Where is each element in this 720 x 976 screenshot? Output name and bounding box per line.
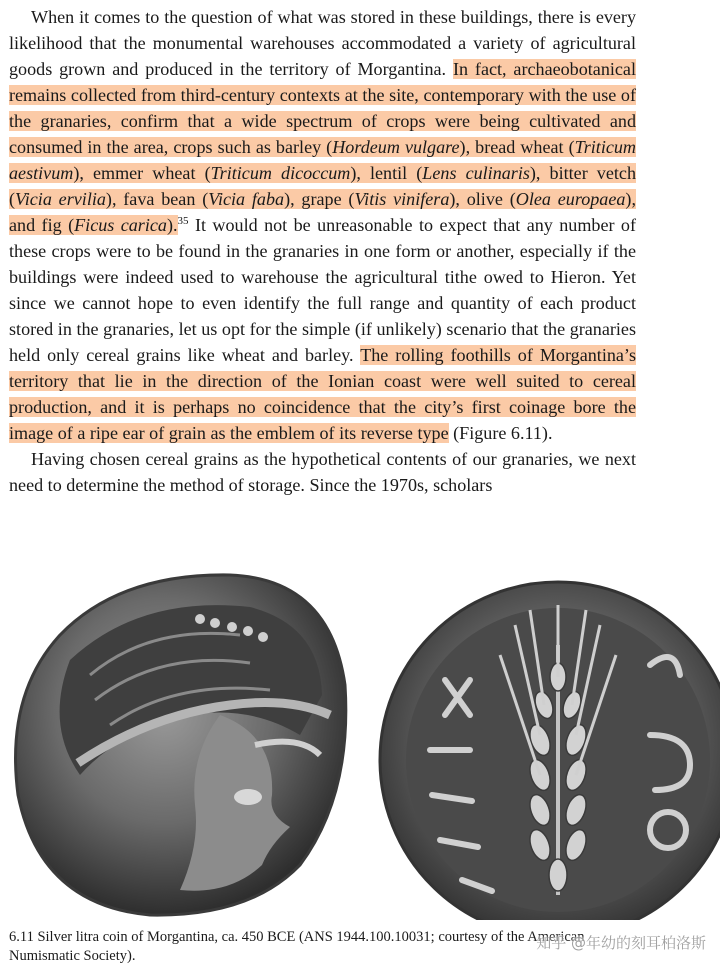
species-name: Ficus carica — [74, 215, 167, 235]
text-run: ), bread wheat ( — [459, 137, 575, 157]
text-run: ), fava bean ( — [105, 189, 209, 209]
figure-caption: 6.11 Silver litra coin of Morgantina, ca. 450 BCE (ANS 1944.100.10031; courtesy of the American Numismatic Society). — [9, 929, 585, 964]
footnote-marker[interactable]: 35 — [177, 214, 189, 227]
coin-reverse — [380, 582, 720, 920]
text-run: When it comes to the question of what was stored in these buildings, there is every likelihood that the monumental warehouses accommodated a variety of agricultural goods grown and produced in the territory of Morgantina. — [9, 7, 636, 79]
watermark: 知乎 @年幼的刻耳柏洛斯 — [536, 934, 706, 952]
text-run: ), bitter vetch ( — [9, 163, 636, 209]
text-run: It would not be unreasonable to expect that any number of these crops were to be found in the granaries in one form or another, especially if the buildings were indeed used to warehouse the agricultural tithe owed to Hieron. Yet since we cannot hope to even identify the full range and quantity of each product stored in the granaries, let us opt for the simple (if unlikely) scenario that the granaries held only cereal grains like wheat and barley. — [9, 215, 637, 365]
species-name: Hordeum vulgare — [332, 137, 460, 157]
coin-obverse — [16, 575, 346, 915]
highlight-passage-1[interactable] — [9, 59, 636, 235]
species-name: Triticum aestivum — [9, 137, 636, 183]
species-name: Vicia faba — [208, 189, 285, 209]
coin-figure — [0, 565, 720, 920]
text-run: In fact, archaeobotanical remains collected from third-century contexts at the site, contemporary with the use of the granaries, confirm that a wide spectrum of crops were being cultivated and consumed in the area, crops such as barley ( — [9, 59, 636, 157]
paragraph-1 — [9, 4, 636, 446]
text-run: ). — [166, 215, 178, 235]
species-name: Triticum dicoccum — [210, 163, 351, 183]
highlight-passage-2[interactable]: The rolling foothills of Morgantina’s territory that lie in the direction of the Ionian coast were well suited to cereal production, and it is perhaps no coincidence that the city’s first coinage bore the image of a ripe ear of grain as the emblem of its reverse type — [9, 345, 636, 443]
text-run: ), and fig ( — [9, 189, 636, 235]
text-run: ), emmer wheat ( — [73, 163, 211, 183]
text-run: ), lentil ( — [350, 163, 423, 183]
species-name: Vitis vinifera — [354, 189, 450, 209]
species-name: Vicia ervilia — [15, 189, 106, 209]
species-name: Olea europaea — [515, 189, 626, 209]
paragraph-2: Having chosen cereal grains as the hypothetical contents of our granaries, we next need to determine the method of storage. Since the 1970s, scholars — [9, 449, 636, 495]
body-text — [9, 4, 636, 498]
text-run: ), grape ( — [284, 189, 355, 209]
figure-reference: (Figure 6.11). — [448, 423, 553, 443]
species-name: Lens culinaris — [422, 163, 530, 183]
text-run: ), olive ( — [449, 189, 516, 209]
